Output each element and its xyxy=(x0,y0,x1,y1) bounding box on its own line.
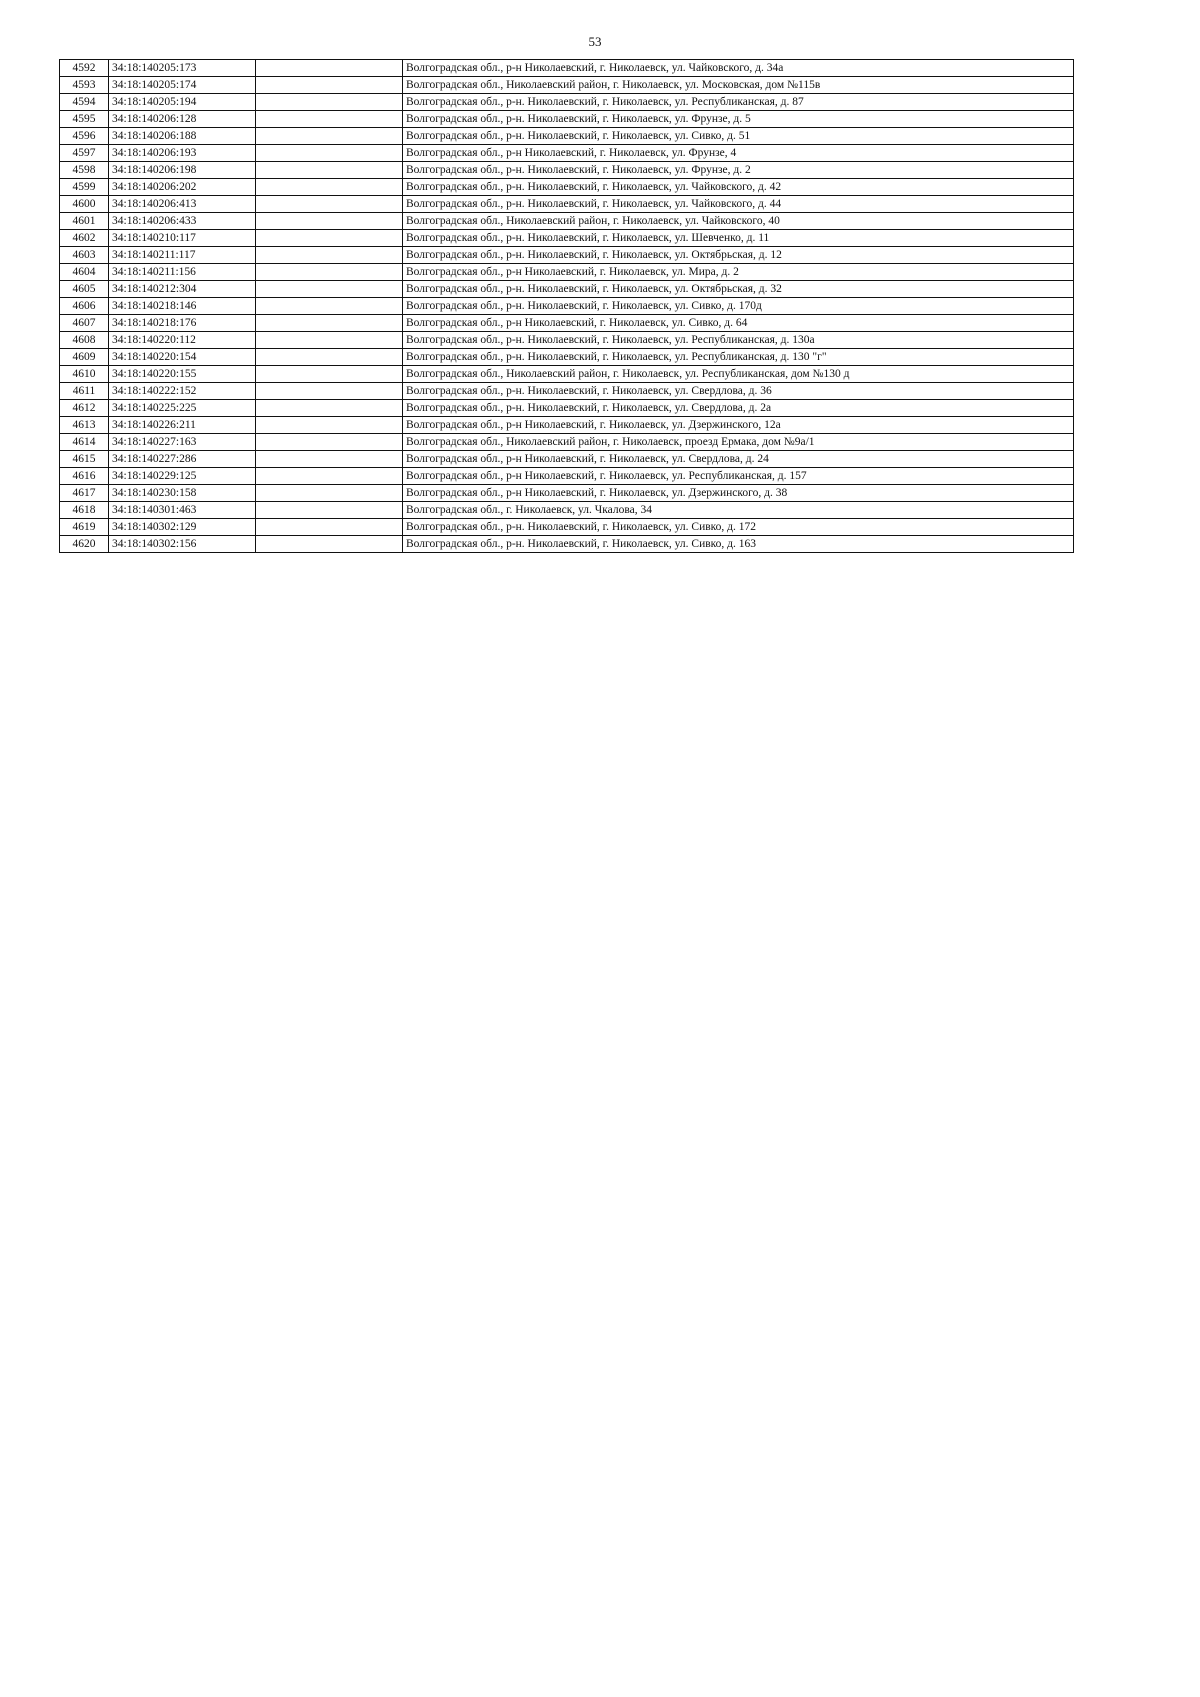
cadastral-number: 34:18:140301:463 xyxy=(109,502,256,519)
row-number: 4613 xyxy=(60,417,109,434)
address: Волгоградская обл., р-н. Николаевский, г. Николаевск, ул. Октябрьская, д. 12 xyxy=(403,247,1074,264)
address: Волгоградская обл., Николаевский район, г. Николаевск, ул. Московская, дом №115в xyxy=(403,77,1074,94)
cadastral-number: 34:18:140210:117 xyxy=(109,230,256,247)
row-number: 4607 xyxy=(60,315,109,332)
cadastral-number: 34:18:140302:129 xyxy=(109,519,256,536)
table-row xyxy=(60,468,1074,485)
row-number: 4612 xyxy=(60,400,109,417)
row-number: 4599 xyxy=(60,179,109,196)
row-number: 4595 xyxy=(60,111,109,128)
empty-cell xyxy=(256,434,403,451)
empty-cell xyxy=(256,332,403,349)
row-number: 4615 xyxy=(60,451,109,468)
empty-cell xyxy=(256,60,403,77)
address: Волгоградская обл., р-н. Николаевский, г. Николаевск, ул. Свердлова, д. 36 xyxy=(403,383,1074,400)
table-row xyxy=(60,60,1074,77)
address: Волгоградская обл., р-н Николаевский, г. Николаевск, ул. Сивко, д. 64 xyxy=(403,315,1074,332)
address: Волгоградская обл., р-н. Николаевский, г. Николаевск, ул. Чайковского, д. 42 xyxy=(403,179,1074,196)
row-number: 4614 xyxy=(60,434,109,451)
row-number: 4605 xyxy=(60,281,109,298)
empty-cell xyxy=(256,179,403,196)
row-number: 4620 xyxy=(60,536,109,553)
table-row xyxy=(60,315,1074,332)
empty-cell xyxy=(256,162,403,179)
address: Волгоградская обл., р-н Николаевский, г. Николаевск, ул. Республиканская, д. 157 xyxy=(403,468,1074,485)
empty-cell xyxy=(256,94,403,111)
empty-cell xyxy=(256,502,403,519)
table-row xyxy=(60,366,1074,383)
row-number: 4611 xyxy=(60,383,109,400)
cadastral-number: 34:18:140206:413 xyxy=(109,196,256,213)
address: Волгоградская обл., р-н Николаевский, г. Николаевск, ул. Свердлова, д. 24 xyxy=(403,451,1074,468)
table-row xyxy=(60,145,1074,162)
empty-cell xyxy=(256,366,403,383)
table-row xyxy=(60,77,1074,94)
empty-cell xyxy=(256,315,403,332)
row-number: 4618 xyxy=(60,502,109,519)
table-row xyxy=(60,111,1074,128)
cadastral-number: 34:18:140211:117 xyxy=(109,247,256,264)
address: Волгоградская обл., г. Николаевск, ул. Чкалова, 34 xyxy=(403,502,1074,519)
row-number: 4593 xyxy=(60,77,109,94)
cadastral-number: 34:18:140206:433 xyxy=(109,213,256,230)
address: Волгоградская обл., р-н. Николаевский, г. Николаевск, ул. Сивко, д. 163 xyxy=(403,536,1074,553)
table-row xyxy=(60,94,1074,111)
address: Волгоградская обл., Николаевский район, г. Николаевск, ул. Республиканская, дом №130 д xyxy=(403,366,1074,383)
address: Волгоградская обл., Николаевский район, г. Николаевск, проезд Ермака, дом №9а/1 xyxy=(403,434,1074,451)
cadastral-number: 34:18:140205:174 xyxy=(109,77,256,94)
cadastral-number: 34:18:140206:198 xyxy=(109,162,256,179)
empty-cell xyxy=(256,417,403,434)
empty-cell xyxy=(256,213,403,230)
table-row xyxy=(60,519,1074,536)
empty-cell xyxy=(256,128,403,145)
table-row xyxy=(60,451,1074,468)
cadastral-number: 34:18:140220:154 xyxy=(109,349,256,366)
table-row xyxy=(60,349,1074,366)
cadastral-number: 34:18:140222:152 xyxy=(109,383,256,400)
table-row xyxy=(60,162,1074,179)
address: Волгоградская обл., р-н. Николаевский, г. Николаевск, ул. Шевченко, д. 11 xyxy=(403,230,1074,247)
cadastral-number: 34:18:140218:146 xyxy=(109,298,256,315)
empty-cell xyxy=(256,519,403,536)
row-number: 4597 xyxy=(60,145,109,162)
address: Волгоградская обл., р-н Николаевский, г. Николаевск, ул. Чайковского, д. 34а xyxy=(403,60,1074,77)
table-row xyxy=(60,281,1074,298)
table-row xyxy=(60,383,1074,400)
empty-cell xyxy=(256,230,403,247)
cadastral-number: 34:18:140211:156 xyxy=(109,264,256,281)
table-row xyxy=(60,502,1074,519)
row-number: 4619 xyxy=(60,519,109,536)
empty-cell xyxy=(256,77,403,94)
empty-cell xyxy=(256,196,403,213)
row-number: 4617 xyxy=(60,485,109,502)
address: Волгоградская обл., р-н Николаевский, г. Николаевск, ул. Фрунзе, 4 xyxy=(403,145,1074,162)
empty-cell xyxy=(256,536,403,553)
row-number: 4596 xyxy=(60,128,109,145)
cadastral-number: 34:18:140226:211 xyxy=(109,417,256,434)
cadastral-number: 34:18:140229:125 xyxy=(109,468,256,485)
row-number: 4601 xyxy=(60,213,109,230)
row-number: 4598 xyxy=(60,162,109,179)
address: Волгоградская обл., р-н Николаевский, г. Николаевск, ул. Дзержинского, д. 38 xyxy=(403,485,1074,502)
address: Волгоградская обл., р-н. Николаевский, г. Николаевск, ул. Сивко, д. 51 xyxy=(403,128,1074,145)
table-row xyxy=(60,247,1074,264)
table-row xyxy=(60,213,1074,230)
row-number: 4602 xyxy=(60,230,109,247)
table-row xyxy=(60,400,1074,417)
cadastral-number: 34:18:140220:112 xyxy=(109,332,256,349)
cadastral-number: 34:18:140205:194 xyxy=(109,94,256,111)
cadastral-number: 34:18:140227:163 xyxy=(109,434,256,451)
registry-table xyxy=(59,59,1074,553)
empty-cell xyxy=(256,145,403,162)
table-row xyxy=(60,196,1074,213)
empty-cell xyxy=(256,451,403,468)
row-number: 4594 xyxy=(60,94,109,111)
cadastral-number: 34:18:140220:155 xyxy=(109,366,256,383)
empty-cell xyxy=(256,349,403,366)
address: Волгоградская обл., Николаевский район, г. Николаевск, ул. Чайковского, 40 xyxy=(403,213,1074,230)
table-row xyxy=(60,332,1074,349)
cadastral-number: 34:18:140206:193 xyxy=(109,145,256,162)
cadastral-number: 34:18:140206:202 xyxy=(109,179,256,196)
address: Волгоградская обл., р-н Николаевский, г. Николаевск, ул. Дзержинского, 12а xyxy=(403,417,1074,434)
cadastral-number: 34:18:140206:128 xyxy=(109,111,256,128)
row-number: 4606 xyxy=(60,298,109,315)
row-number: 4603 xyxy=(60,247,109,264)
empty-cell xyxy=(256,485,403,502)
row-number: 4600 xyxy=(60,196,109,213)
address: Волгоградская обл., р-н Николаевский, г. Николаевск, ул. Мира, д. 2 xyxy=(403,264,1074,281)
table-row xyxy=(60,417,1074,434)
address: Волгоградская обл., р-н. Николаевский, г. Николаевск, ул. Республиканская, д. 87 xyxy=(403,94,1074,111)
table-row xyxy=(60,230,1074,247)
table-row xyxy=(60,434,1074,451)
empty-cell xyxy=(256,264,403,281)
address: Волгоградская обл., р-н. Николаевский, г. Николаевск, ул. Республиканская, д. 130 "г" xyxy=(403,349,1074,366)
row-number: 4610 xyxy=(60,366,109,383)
address: Волгоградская обл., р-н. Николаевский, г. Николаевск, ул. Чайковского, д. 44 xyxy=(403,196,1074,213)
address: Волгоградская обл., р-н. Николаевский, г. Николаевск, ул. Свердлова, д. 2а xyxy=(403,400,1074,417)
empty-cell xyxy=(256,468,403,485)
cadastral-number: 34:18:140227:286 xyxy=(109,451,256,468)
cadastral-number: 34:18:140302:156 xyxy=(109,536,256,553)
empty-cell xyxy=(256,281,403,298)
cadastral-number: 34:18:140225:225 xyxy=(109,400,256,417)
table-row xyxy=(60,485,1074,502)
row-number: 4604 xyxy=(60,264,109,281)
table-row xyxy=(60,179,1074,196)
address: Волгоградская обл., р-н. Николаевский, г. Николаевск, ул. Сивко, д. 172 xyxy=(403,519,1074,536)
address: Волгоградская обл., р-н. Николаевский, г. Николаевск, ул. Фрунзе, д. 5 xyxy=(403,111,1074,128)
registry-table-body xyxy=(60,60,1074,553)
empty-cell xyxy=(256,298,403,315)
cadastral-number: 34:18:140205:173 xyxy=(109,60,256,77)
address: Волгоградская обл., р-н. Николаевский, г. Николаевск, ул. Республиканская, д. 130а xyxy=(403,332,1074,349)
empty-cell xyxy=(256,400,403,417)
page-number: 53 xyxy=(588,34,602,49)
address: Волгоградская обл., р-н. Николаевский, г. Николаевск, ул. Сивко, д. 170д xyxy=(403,298,1074,315)
row-number: 4592 xyxy=(60,60,109,77)
empty-cell xyxy=(256,383,403,400)
cadastral-number: 34:18:140230:158 xyxy=(109,485,256,502)
address: Волгоградская обл., р-н. Николаевский, г. Николаевск, ул. Фрунзе, д. 2 xyxy=(403,162,1074,179)
table-row xyxy=(60,264,1074,281)
address: Волгоградская обл., р-н. Николаевский, г. Николаевск, ул. Октябрьская, д. 32 xyxy=(403,281,1074,298)
empty-cell xyxy=(256,247,403,264)
cadastral-number: 34:18:140212:304 xyxy=(109,281,256,298)
table-row xyxy=(60,128,1074,145)
row-number: 4608 xyxy=(60,332,109,349)
table-row xyxy=(60,536,1074,553)
cadastral-number: 34:18:140218:176 xyxy=(109,315,256,332)
table-row xyxy=(60,298,1074,315)
empty-cell xyxy=(256,111,403,128)
row-number: 4616 xyxy=(60,468,109,485)
row-number: 4609 xyxy=(60,349,109,366)
cadastral-number: 34:18:140206:188 xyxy=(109,128,256,145)
